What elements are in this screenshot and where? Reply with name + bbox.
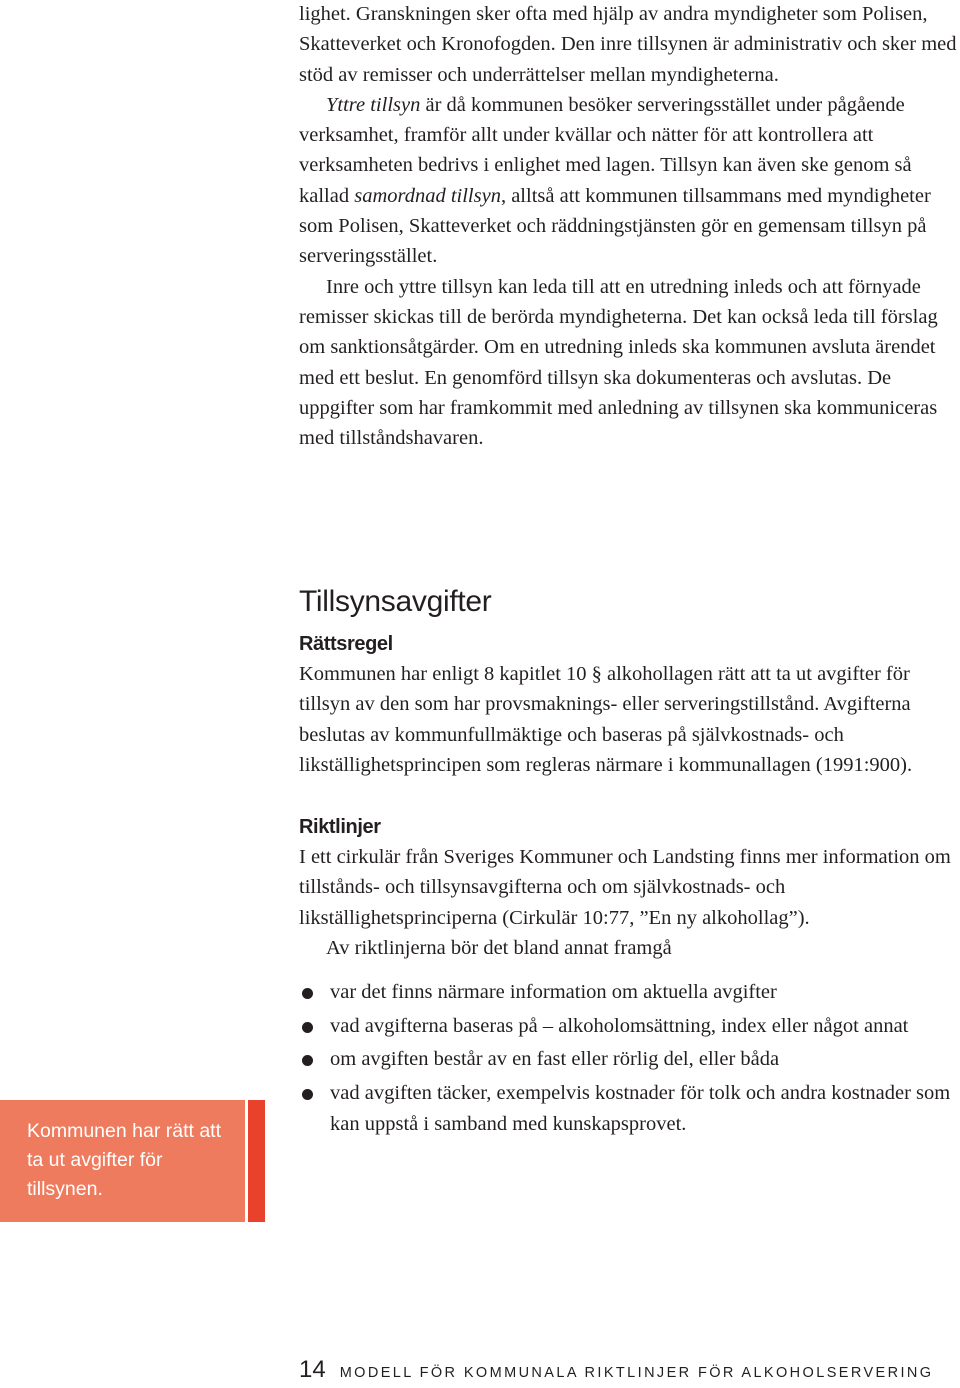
list-item-text: var det finns närmare information om aktuella avgifter (330, 981, 777, 1004)
list-item-text: om avgiften består av en fast eller rörlig del, eller båda (330, 1048, 780, 1071)
riktlinjer-text: I ett cirkulär från Sveriges Kommuner och Landsting finns mer information om tillstånds- och tillsynsavgifterna och om självkostnads- och likställighetsprinciperna (Cirkulär 10:77, ”En ny alkohollag”). (299, 846, 951, 929)
list-item (299, 1011, 960, 1043)
riktlinjer-intro: Av riktlinjerna bör det bland annat framgå (326, 937, 672, 960)
callout-text: Kommunen har rätt att ta ut avgifter för tillsynen. (27, 1120, 222, 1200)
bullet-icon (302, 988, 313, 999)
bullet-icon (302, 1022, 313, 1033)
page-number: 14 (299, 1356, 326, 1383)
paragraph-inre-tillsyn-end: lighet. Granskningen sker ofta med hjälp av andra myndigheter som Polisen, Skatteverket och Kronofogden. Den inre tillsynen är administrativ och sker med stöd av remisser och underrättelser mellan myndigheterna. (299, 3, 957, 86)
tillsynsavgifter-section (299, 584, 960, 1143)
riktlinjer-bullet-list (299, 977, 960, 1141)
list-item (299, 1078, 960, 1141)
paragraph-yttre-tillsyn (299, 90, 960, 272)
paragraph-utredning: Inre och yttre tillsyn kan leda till att en utredning inleds och att förnyade remisser skickas till de berörda myndigheterna. Det kan också leda till förslag om sanktionsåtgärder. Om en utredning inleds ska kommunen avsluta ärendet med ett beslut. En genomförd tillsyn ska dokumenteras och avslutas. De uppgifter som har framkommit med anledning av tillsynen ska kommuniceras med tillståndshavaren. (299, 275, 938, 450)
term-samordnad-tillsyn: samordnad tillsyn (354, 184, 501, 207)
paragraph-yttre-tillsyn-part-a: är då kommunen besöker serveringsstället under pågående verksamhet, framför allt under kvällar och nätter för att kontrollera att verksamheten bedrivs i enlighet med lagen. Tillsyn kan även ske genom så kallad (299, 93, 912, 207)
term-yttre-tillsyn: Yttre tillsyn (326, 93, 421, 116)
riktlinjer-heading: Riktlinjer (299, 816, 381, 839)
callout-box (0, 1100, 245, 1222)
rattsregel-text: Kommunen har enligt 8 kapitlet 10 § alkohollagen rätt att ta ut avgifter för tillsyn av den som har provsmaknings- eller serveringstillstånd. Avgifterna beslutas av kommunfullmäktige och baseras på självkostnads- och likställighetsprincipen som regleras närmare i kommunallagen (1991:900). (299, 663, 913, 776)
bullet-icon (302, 1055, 313, 1066)
rattsregel-heading: Rättsregel (299, 633, 393, 655)
paragraph-yttre-tillsyn-part-b: , alltså att kommunen tillsammans med myndigheter som Polisen, Skatteverket och räddningstjänsten gör en gemensam tillsyn på serveringsstället. (299, 184, 931, 268)
page-footer (299, 1356, 933, 1388)
list-item-text: vad avgiften täcker, exempelvis kostnader för tolk och andra kostnader som kan uppstå i samband med kunskapsprovet. (330, 1081, 951, 1136)
running-title: MODELL FÖR KOMMUNALA RIKTLINJER FÖR ALKOHOLSERVERING (339, 1365, 934, 1381)
list-item (299, 977, 960, 1009)
callout-accent-bar (248, 1100, 265, 1222)
top-section (299, 0, 960, 453)
bullet-icon (302, 1089, 313, 1100)
section-heading: Tillsynsavgifter (299, 585, 492, 618)
list-item (299, 1044, 960, 1076)
list-item-text: vad avgifterna baseras på – alkoholomsättning, index eller något annat (330, 1014, 909, 1037)
